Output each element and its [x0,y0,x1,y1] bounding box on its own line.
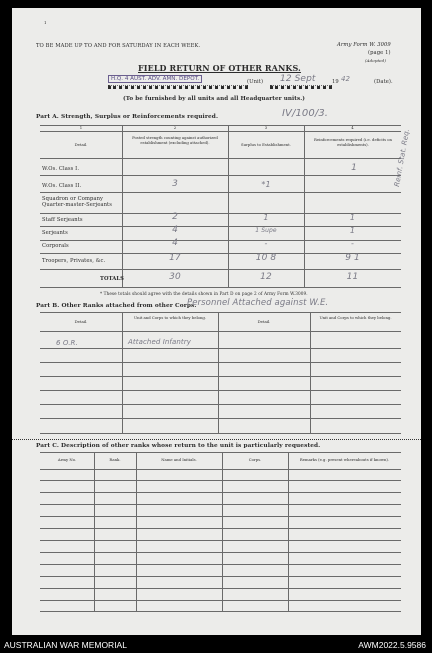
row-surplus-wo2: *1 [261,180,271,189]
part-b-header-unit-1: Unit and Corps to which they belong. [133,315,207,320]
totals-surplus: 12 [260,272,272,282]
row-detail-wo2: W.Os. Class II. [42,183,82,189]
date-dotted-line [270,85,332,89]
part-a-table [40,125,401,288]
part-b-header-unit-2: Unit and Corps to which they belong. [319,315,392,320]
part-b-entry-unit: Attached Infantry [128,338,191,346]
row-reinf-sjts: 1 [349,226,356,235]
row-reinf-privates: 9 1 [345,253,360,263]
dotted-separator [12,439,421,440]
row-reinf-cpls: - [351,239,354,248]
reference-handwritten: IV/100/3. [282,108,329,119]
part-a-footnote: * These totals should agree with the details shown in Part D on page 2 of Army Form W.3009. [100,291,308,296]
part-b-table [40,312,401,434]
row-detail-wo1: W.Os. Class I. [42,166,80,172]
part-c-header-remarks: Remarks (e.g. present whereabouts if known). [299,457,390,462]
row-posted-staff-sjts: 2 [172,212,178,222]
part-c-header-name: Name and Initials. [161,457,197,462]
part-b-header-detail-2: Detail. [257,319,271,324]
unit-label: (Unit) [247,79,264,85]
col-header-reinforcements: Reinforcements required (i.e. deficits on establishments). [314,137,392,147]
row-detail-privates: Troopers, Privates, &c. [42,258,106,264]
part-b-entry-detail: 6 O.R. [56,339,78,347]
row-posted-sjts: 4 [172,225,178,235]
col-header-posted: Posted strength counting against authorized establishment (excluding attached). [132,135,218,145]
part-c-header-army-no: Army No. [57,457,77,462]
part-b-handwritten-note: Personnel Attached against W.E. [187,298,329,308]
row-surplus-cpls: - [264,239,268,248]
part-c-header-rank: Rank. [109,457,121,462]
row-posted-wo2: 3 [172,179,178,189]
totals-reinforcements: 11 [346,272,359,282]
footer-accession-number: AWM2022.5.9586 [358,640,426,650]
col-header-detail: Detail. [74,142,88,147]
part-b-title: Part B. Other Ranks attached from other Corps. [36,303,197,309]
row-posted-privates: 17 [169,253,181,263]
row-surplus-privates: 10 8 [255,253,277,263]
margin-note: Reinf. Stat. Req. [393,128,412,188]
footer-institution: AUSTRALIAN WAR MEMORIAL [4,640,127,650]
row-detail-sjts: Serjeants [42,230,68,236]
row-detail-cqms: Squadron or Company Quarter-master-Serjeants [42,196,112,208]
part-c-table [40,452,401,612]
row-reinf-staff-sjts: 1 [349,213,356,222]
corner-mark: 1 [44,20,47,25]
totals-posted: 30 [169,272,181,282]
form-number: Army Form W. 3009 [337,42,391,48]
col-number-1: 1 [79,125,83,130]
row-surplus-sjts: 1 Supe [255,227,277,234]
row-posted-cpls: 4 [172,238,178,248]
totals-label: TOTALS [100,276,124,282]
row-detail-cpls: Corporals [42,243,69,249]
unit-dotted-line [108,85,248,89]
unit-stamp: H.Q. 4 AUST. ADV. AMN. DEPOT. [108,75,202,83]
part-c-header-corps: Corps. [248,457,262,462]
year-handwritten: 42 [341,75,351,83]
col-header-surplus: Surplus to Establishment. [241,142,291,147]
col-number-3: 3 [264,125,268,130]
row-reinf-wo1: 1 [351,163,357,173]
adopted-label: (Adopted) [365,58,386,63]
col-number-4: 4 [351,125,354,130]
part-c-title: Part C. Description of other ranks whose return to the unit is particularly requested. [36,443,321,449]
row-detail-staff-sjts: Staff Serjeants [42,217,83,223]
subtitle: (To be furnished by all units and all Headquarter units.) [123,96,306,102]
part-a-title: Part A. Strength, Surplus or Reinforcements required. [36,114,219,120]
page-title: FIELD RETURN OF OTHER RANKS. [138,63,301,73]
date-label: (Date). [374,79,393,85]
archive-footer [0,636,432,653]
year-prefix: 19 [332,79,339,85]
instruction-text: TO BE MADE UP TO AND FOR SATURDAY IN EACH WEEK. [36,43,201,49]
row-surplus-staff-sjts: 1 [263,213,269,222]
date-handwritten: 12 Sept [280,74,316,84]
part-b-header-detail-1: Detail. [74,319,88,324]
col-number-2: 2 [173,125,177,130]
page-number: (page 1) [368,50,391,56]
document-sheet [12,8,421,635]
